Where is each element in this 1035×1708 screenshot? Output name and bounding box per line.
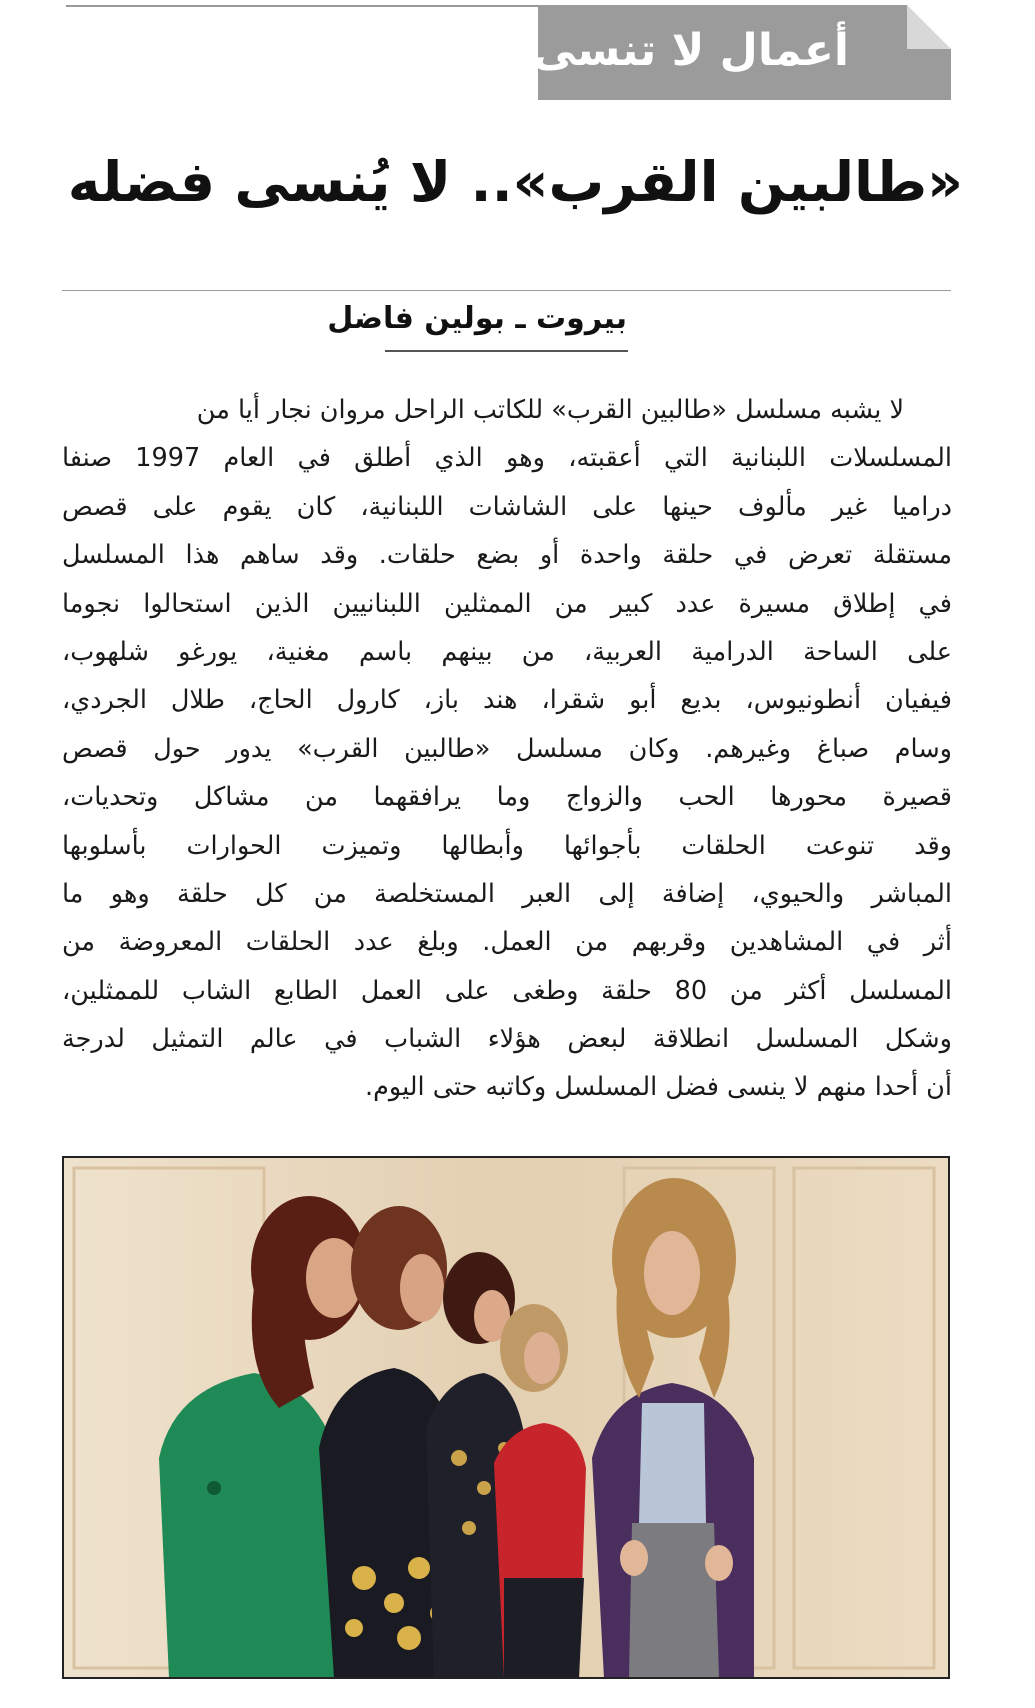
folded-corner-icon — [907, 5, 951, 49]
body-line: لا يشبه مسلسل «طالبين القرب» للكاتب الراحل مروان نجار أيا من — [196, 395, 904, 425]
article-photo — [62, 1156, 950, 1679]
top-rule — [66, 5, 538, 7]
body-line: في إطلاق مسيرة عدد كبير من الممثلين اللبنانيين الذين استحالوا نجوما — [62, 588, 952, 619]
body-line: وشكل المسلسل انطلاقة لبعض هؤلاء الشباب في عالم التمثيل لدرجة — [62, 1024, 952, 1055]
body-line: مستقلة تعرض في حلقة واحدة أو بضع حلقات. وقد ساهم هذا المسلسل — [62, 540, 952, 571]
body-line: المباشر والحيوي، إضافة إلى العبر المستخلصة من كل حلقة وهو ما — [62, 878, 952, 909]
byline-underline — [385, 350, 628, 352]
body-line: المسلسل أكثر من 80 حلقة وطغى على العمل الطابع الشاب للممثلين، — [62, 975, 952, 1006]
body-line: وقد تنوعت الحلقات بأجوائها وأبطالها وتميزت الحوارات بأسلوبها — [62, 830, 952, 861]
section-tab — [532, 5, 951, 100]
body-line: فيفيان أنطونيوس، بديع أبو شقرا، هند باز، كارول الحاج، طلال الجردي، — [62, 685, 952, 716]
body-line: قصيرة محورها الحب والزواج وما يرافقهما من مشاكل وتحديات، — [62, 782, 952, 813]
section-label: أعمال لا تنسى — [532, 25, 849, 76]
byline: بيروت ـ بولين فاضل — [327, 301, 627, 336]
photo-illustration — [64, 1158, 948, 1677]
body-line: على الساحة الدرامية العربية، من بينهم باسم مغنية، يورغو شلهوب، — [62, 636, 952, 667]
body-line: دراميا غير مألوف حينها على الشاشات اللبنانية، كان يقوم على قصص — [62, 491, 952, 522]
title-divider — [62, 290, 951, 291]
body-line: أن أحدا منهم لا ينسى فضل المسلسل وكاتبه حتى اليوم. — [365, 1072, 952, 1103]
woman-purple-figure — [592, 1178, 754, 1677]
article-title: «طالبين القرب».. لا يُنسى فضله — [67, 150, 963, 215]
body-line: أثر في المشاهدين وقربهم من العمل. وبلغ عدد الحلقات المعروضة من — [62, 927, 952, 958]
article-body — [62, 386, 952, 1112]
body-line: المسلسلات اللبنانية التي أعقبته، وهو الذي أطلق في العام 1997 صنفا — [62, 443, 952, 474]
body-line: وسام صباغ وغيرهم. وكان مسلسل «طالبين القرب» يدور حول قصص — [62, 733, 952, 764]
